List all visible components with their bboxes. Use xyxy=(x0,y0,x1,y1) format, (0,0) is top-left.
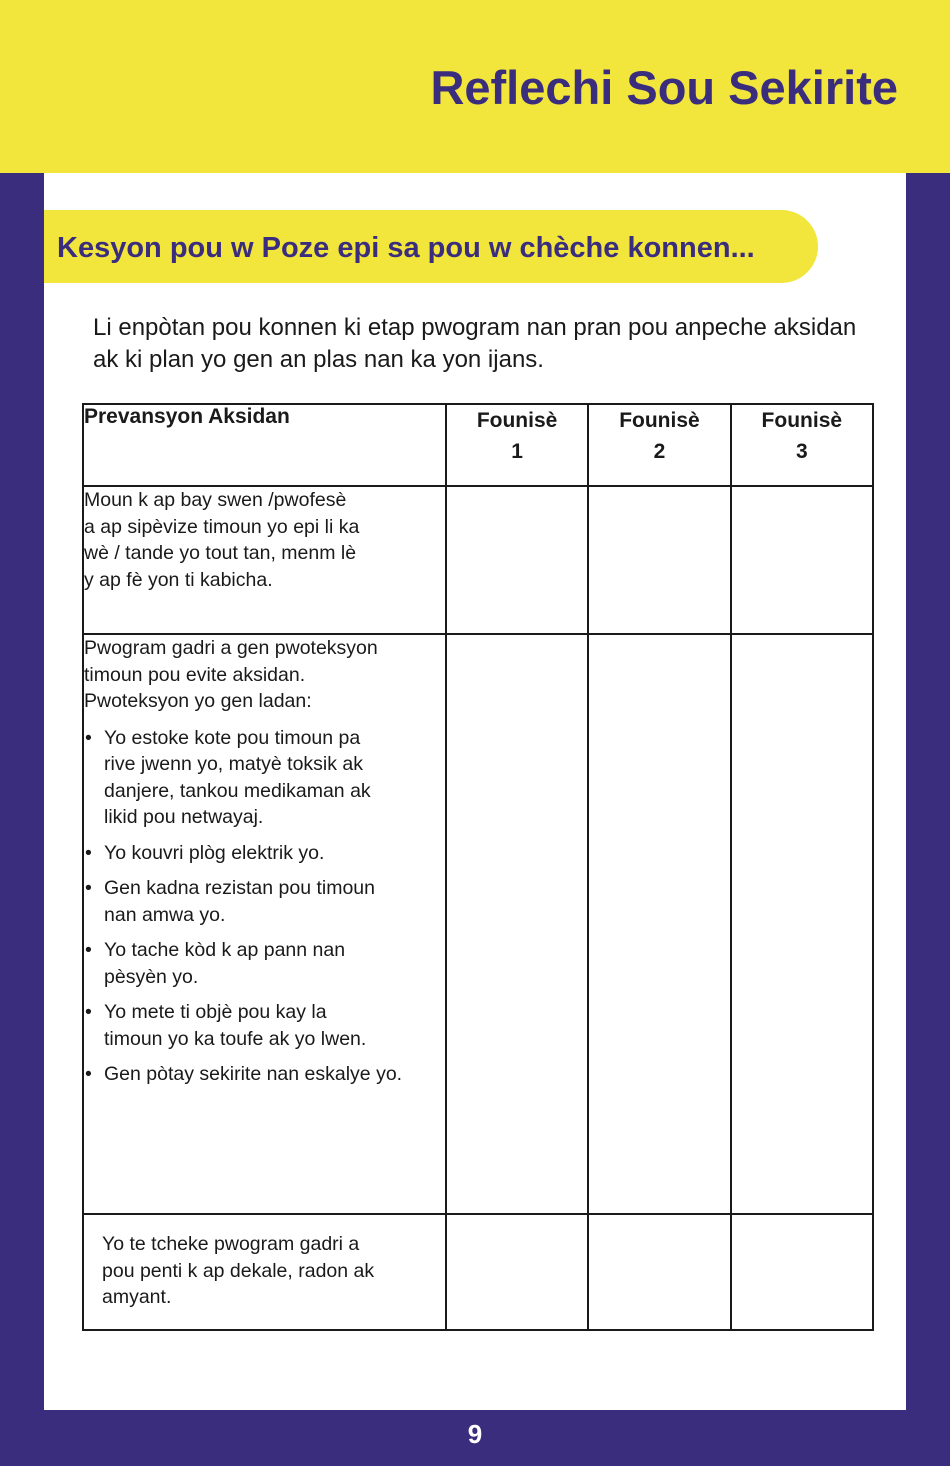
page-number: 9 xyxy=(467,1419,483,1449)
row-hazards-text xyxy=(83,1214,446,1330)
provider-3-cell[interactable] xyxy=(731,634,873,1214)
row-text-line: Yo te tcheke pwogram gadri a xyxy=(102,1233,360,1255)
list-item-line: danjere, tankou medikaman ak xyxy=(104,779,371,802)
row-text-line: Pwogram gadri a gen pwoteksyon xyxy=(84,637,378,659)
row-text-line: Moun k ap bay swen /pwofesè xyxy=(84,489,347,511)
row-text-line: timoun pou evite aksidan. xyxy=(84,663,306,686)
provider-1-cell[interactable] xyxy=(446,1214,588,1330)
list-item-line: pèsyèn yo. xyxy=(104,965,199,988)
row-protections-text xyxy=(83,634,446,1214)
header-provider-1 xyxy=(446,404,588,486)
header-provider-3 xyxy=(731,404,873,486)
page-title: Reflechi Sou Sekirite xyxy=(430,61,898,114)
table-row xyxy=(83,1214,873,1330)
section-banner xyxy=(44,210,818,283)
list-item xyxy=(84,937,445,990)
row-text-line: wè / tande yo tout tan, menm lè xyxy=(84,542,357,564)
list-item xyxy=(84,999,445,1052)
header-provider-3-number: 3 xyxy=(795,440,808,463)
header-prevention: Prevansyon Aksidan xyxy=(83,404,446,486)
protections-list xyxy=(84,725,445,1088)
header-provider-2-label: Founisè xyxy=(619,409,700,432)
provider-3-cell[interactable] xyxy=(731,1214,873,1330)
provider-2-cell[interactable] xyxy=(588,486,730,634)
list-item xyxy=(84,1061,445,1088)
provider-1-cell[interactable] xyxy=(446,634,588,1214)
provider-2-cell[interactable] xyxy=(588,1214,730,1330)
row-text-line: Pwoteksyon yo gen ladan: xyxy=(84,690,312,712)
header-provider-2-number: 2 xyxy=(653,440,666,463)
row-text-line: y ap fè yon ti kabicha. xyxy=(84,568,273,591)
provider-3-cell[interactable] xyxy=(731,486,873,634)
list-item-line: • Yo mete ti objè pou kay la xyxy=(104,1001,327,1023)
header-provider-1-label: Founisè xyxy=(476,409,558,432)
header-band xyxy=(0,0,950,173)
list-item-line: • Gen kadna rezistan pou timoun xyxy=(104,877,376,899)
row-text-line: pou penti k ap dekale, radon ak xyxy=(102,1259,375,1282)
provider-2-cell[interactable] xyxy=(588,634,730,1214)
intro-paragraph: Li enpòtan pou konnen ki etap pwogram nan pran pou anpeche aksidan ak ki plan yo gen an plas nan ka yon ijans. xyxy=(93,314,857,373)
list-item xyxy=(84,840,445,867)
table-header-row xyxy=(83,404,873,486)
list-item-line: • Yo tache kòd k ap pann nan xyxy=(104,939,346,961)
list-item-line: nan amwa yo. xyxy=(104,903,226,926)
accident-prevention-table xyxy=(82,403,874,1331)
section-title: Kesyon pou w Poze epi sa pou w chèche konnen... xyxy=(57,232,755,264)
table-row xyxy=(83,634,873,1214)
provider-1-cell[interactable] xyxy=(446,486,588,634)
list-item-line: • Yo kouvri plòg elektrik yo. xyxy=(104,841,325,864)
header-provider-1-number: 1 xyxy=(511,440,523,463)
table-row xyxy=(83,486,873,634)
list-item-line: • Gen pòtay sekirite nan eskalye yo. xyxy=(104,1063,403,1085)
row-supervision-text xyxy=(83,486,446,634)
row-text-line: amyant. xyxy=(102,1286,172,1308)
row-text-line: a ap sipèvize timoun yo epi li ka xyxy=(84,515,360,538)
header-provider-2 xyxy=(588,404,730,486)
list-item-line: likid pou netwayaj. xyxy=(104,806,264,828)
header-provider-3-label: Founisè xyxy=(761,409,843,432)
list-item-line: timoun yo ka toufe ak yo lwen. xyxy=(104,1027,367,1050)
list-item-line: • Yo estoke kote pou timoun pa xyxy=(104,726,361,749)
list-item-line: rive jwenn yo, matyè toksik ak xyxy=(104,753,364,775)
list-item xyxy=(84,725,445,831)
list-item xyxy=(84,875,445,928)
